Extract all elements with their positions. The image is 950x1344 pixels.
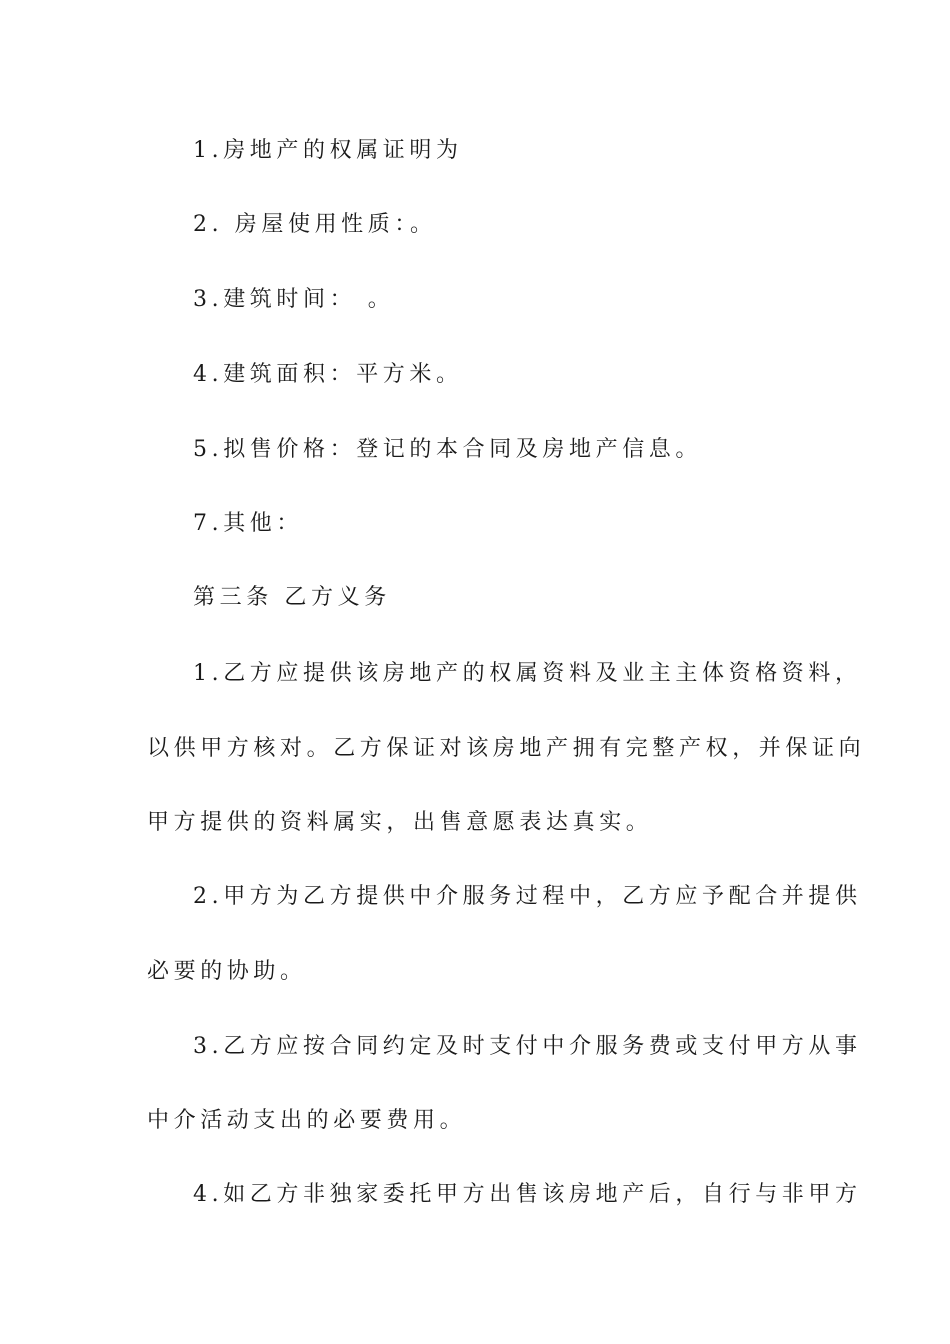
obligation-1-line-3: 甲方提供的资料属实，出售意愿表达真实。	[147, 810, 653, 835]
item-other: 7.其他：	[193, 511, 303, 536]
obligation-3-line-1: 3.乙方应按合同约定及时支付中介服务费或支付甲方从事	[193, 1034, 862, 1059]
item-proposed-price: 5.拟售价格：登记的本合同及房地产信息。	[193, 437, 702, 462]
item-building-area: 4.建筑面积：平方米。	[193, 362, 463, 387]
obligation-2-line-1: 2.甲方为乙方提供中介服务过程中，乙方应予配合并提供	[193, 884, 862, 909]
item-housing-use-nature: 2. 房屋使用性质：。	[193, 212, 437, 237]
item-construction-time: 3.建筑时间： 。	[193, 287, 395, 312]
obligation-3-line-2: 中介活动支出的必要费用。	[147, 1108, 467, 1133]
section-heading-article-3: 第三条 乙方义务	[193, 585, 391, 610]
item-property-title-proof: 1.房地产的权属证明为	[193, 138, 463, 163]
obligation-2-line-2: 必要的协助。	[147, 959, 307, 984]
obligation-4-line-1: 4.如乙方非独家委托甲方出售该房地产后，自行与非甲方	[193, 1182, 862, 1207]
obligation-1-line-1: 1.乙方应提供该房地产的权属资料及业主主体资格资料，	[193, 661, 862, 686]
obligation-1-line-2: 以供甲方核对。乙方保证对该房地产拥有完整产权，并保证向	[147, 736, 866, 761]
